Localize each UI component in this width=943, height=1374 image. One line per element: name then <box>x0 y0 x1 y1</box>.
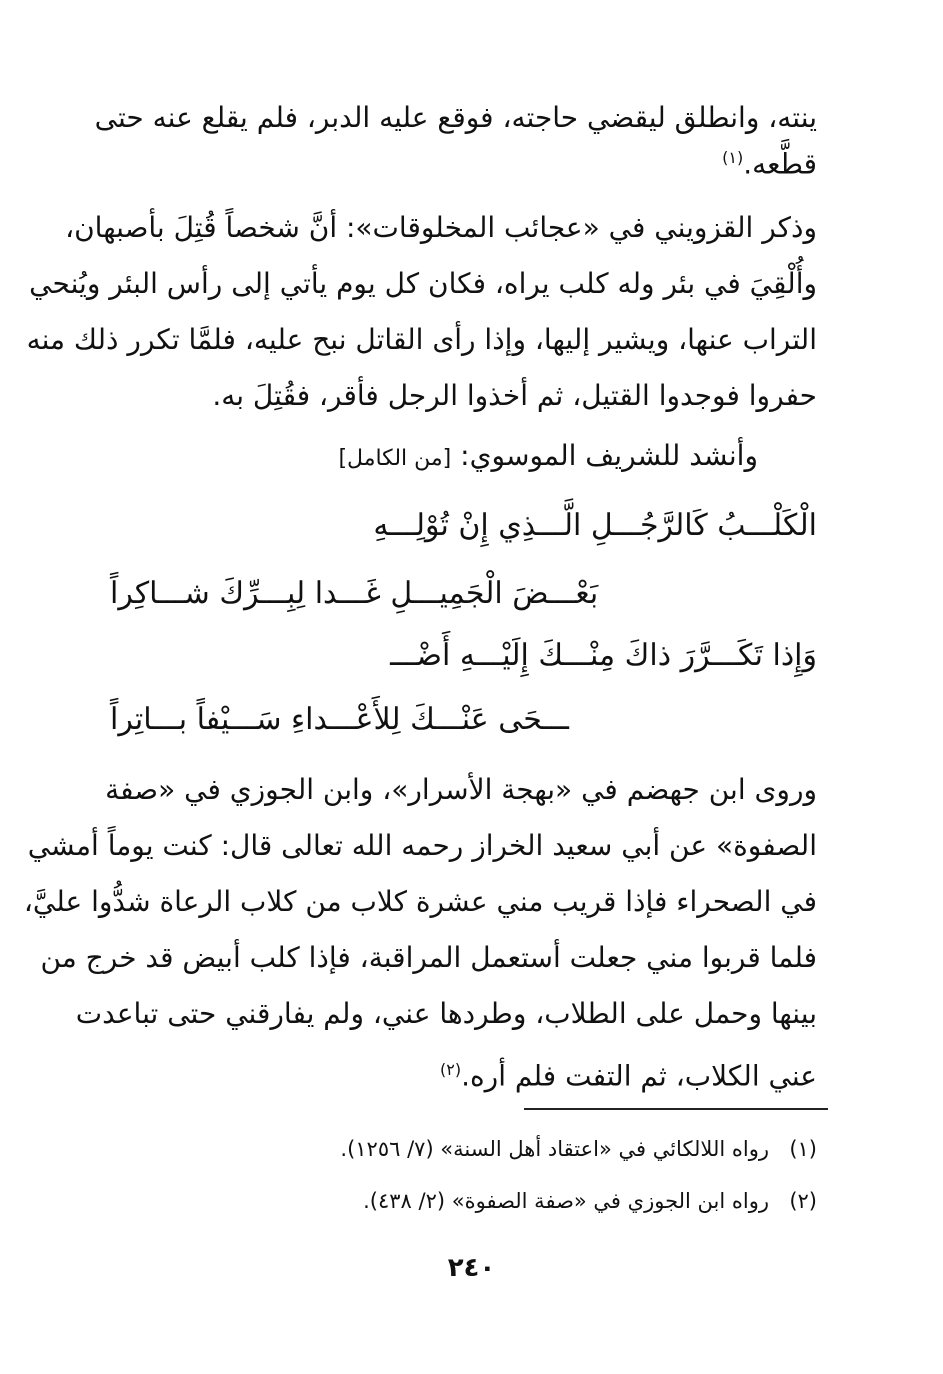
footnote-2-number: (٢) <box>789 1189 817 1213</box>
footnote-ref-2[interactable]: (٢) <box>440 1060 462 1079</box>
footnote-1-text: رواه اللالكائي في «اعتقاد أهل السنة» (٧/ ١٢٥٦). <box>340 1137 769 1161</box>
poem-intro <box>338 436 758 479</box>
page-number: ٢٤٠ <box>447 1253 496 1283</box>
paragraph1-line-2-text: قطَّعه. <box>743 147 817 181</box>
paragraph2-line-1: وذكر القزويني في «عجائب المخلوقات»: أنَّ شخصاً قُتِلَ بأصبهان، <box>65 211 817 244</box>
footnote-2 <box>363 1186 817 1216</box>
footnote-ref-1[interactable]: (١) <box>722 148 744 167</box>
paragraph3-line-2: الصفوة» عن أبي سعيد الخراز رحمه الله تعالى قال: كنت يوماً أمشي <box>27 829 817 862</box>
paragraph2-line-2: وأُلْقِيَ في بئر وله كلب يراه، فكان كل يوم يأتي إلى رأس البئر ويُنحي <box>29 267 817 300</box>
poem-meter: [من الكامل] <box>338 446 452 471</box>
footnote-separator <box>524 1108 828 1110</box>
verse-1: الْكَلْـــبُ كَالرَّجُـــلِ الَّـــذِي إِنْ تُوْلِـــهِ <box>373 508 817 543</box>
footnote-1-number: (١) <box>789 1137 817 1161</box>
paragraph3-line-5: بينها وحمل على الطلاب، وطردها عني، ولم يفارقني حتى تباعدت <box>75 997 817 1030</box>
footnote-2-text: رواه ابن الجوزي في «صفة الصفوة» (٢/ ٤٣٨). <box>363 1189 769 1213</box>
paragraph3-line-1: وروى ابن جهضم في «بهجة الأسرار»، وابن الجوزي في «صفة <box>105 773 817 806</box>
poem-intro-text: وأنشد للشريف الموسوي: <box>460 439 758 472</box>
verse-3: وَإِذا تَكَـــرَّرَ ذاكَ مِنْـــكَ إِلَيْـــهِ أَضْـــ <box>390 638 817 673</box>
paragraph3-line-4: فلما قربوا مني جعلت أستعمل المراقبة، فإذا كلب أبيض قد خرج من <box>40 941 817 974</box>
verse-4: ـــحَى عَنْـــكَ لِلأَعْـــداءِ سَـــيْفاً بـــاتِراً <box>110 702 569 737</box>
paragraph2-line-3: التراب عنها، ويشير إليها، وإذا رأى القاتل نبح عليه، فلمَّا تكرر ذلك منه <box>26 323 817 356</box>
paragraph3-line-6-text: عني الكلاب، ثم التفت فلم أره. <box>461 1059 817 1093</box>
paragraph1-line-1: ينته، وانطلق ليقضي حاجته، فوقع عليه الدبر، فلم يقلع عنه حتى <box>94 101 817 134</box>
paragraph3-line-3: في الصحراء فإذا قريب مني عشرة كلاب من كلاب الرعاة شدُّوا عليَّ، <box>23 885 817 918</box>
paragraph1-line-2 <box>722 138 817 184</box>
paragraph3-line-6 <box>440 1050 817 1096</box>
paragraph2-line-4: حفروا فوجدوا القتيل، ثم أخذوا الرجل فأقر، فقُتِلَ به. <box>212 379 817 412</box>
footnote-1 <box>340 1134 817 1164</box>
verse-2: بَعْـــضَ الْجَمِيـــلِ غَـــدا لِبِـــرِّكَ شـــاكِراً <box>110 576 599 611</box>
